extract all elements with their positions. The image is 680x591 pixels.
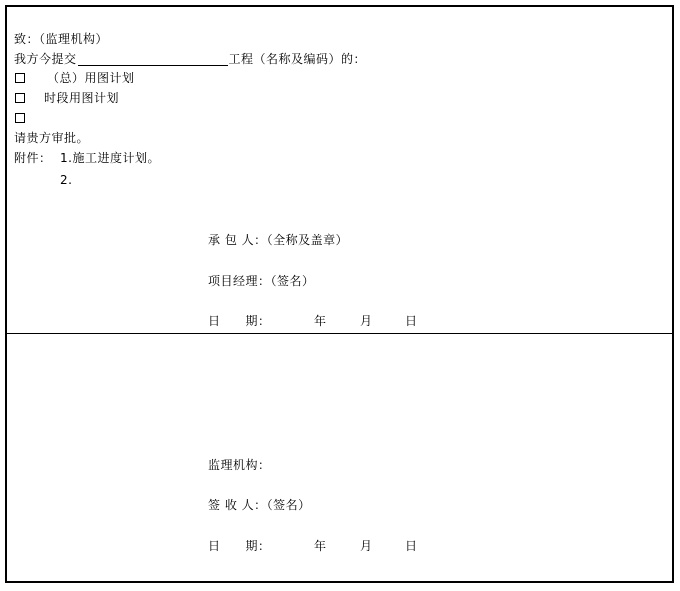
top-date-year: 年 bbox=[314, 314, 327, 328]
bottom-date-label: 日 期： bbox=[208, 539, 271, 553]
request-line: 请贵方审批。 bbox=[14, 131, 90, 145]
top-date-month: 月 bbox=[360, 314, 373, 328]
contractor-label: 承 包 人：（全称及盖章） bbox=[208, 233, 349, 247]
project-manager-label: 项目经理：（签名） bbox=[208, 274, 315, 288]
phase-plan-label: 时段用图计划 bbox=[44, 91, 120, 105]
bottom-date-month: 月 bbox=[360, 539, 373, 553]
total-plan-checkbox[interactable] bbox=[15, 73, 25, 83]
bottom-date-year: 年 bbox=[314, 539, 327, 553]
phase-plan-checkbox[interactable] bbox=[15, 93, 25, 103]
bottom-date-day: 日 bbox=[405, 539, 418, 553]
attachment-label: 附件： bbox=[14, 151, 52, 165]
submission-line bbox=[14, 52, 366, 66]
supervisor-label: 监理机构： bbox=[208, 458, 271, 472]
receiver-label: 签 收 人：（签名） bbox=[208, 498, 311, 512]
total-plan-label: （总）用图计划 bbox=[47, 71, 135, 85]
top-date-day: 日 bbox=[405, 314, 418, 328]
attachment-item-2: 2. bbox=[60, 173, 73, 187]
approval-form bbox=[5, 5, 674, 583]
top-date-label: 日 期： bbox=[208, 314, 271, 328]
section-divider bbox=[7, 333, 672, 334]
submission-suffix: 工程（名称及编码）的： bbox=[228, 52, 367, 66]
submission-prefix: 我方今提交 bbox=[14, 52, 77, 66]
project-name-blank[interactable] bbox=[78, 53, 228, 66]
other-plan-checkbox[interactable] bbox=[15, 113, 25, 123]
addressee-line: 致：（监理机构） bbox=[14, 32, 109, 46]
attachment-item-1: 1.施工进度计划。 bbox=[60, 151, 160, 165]
